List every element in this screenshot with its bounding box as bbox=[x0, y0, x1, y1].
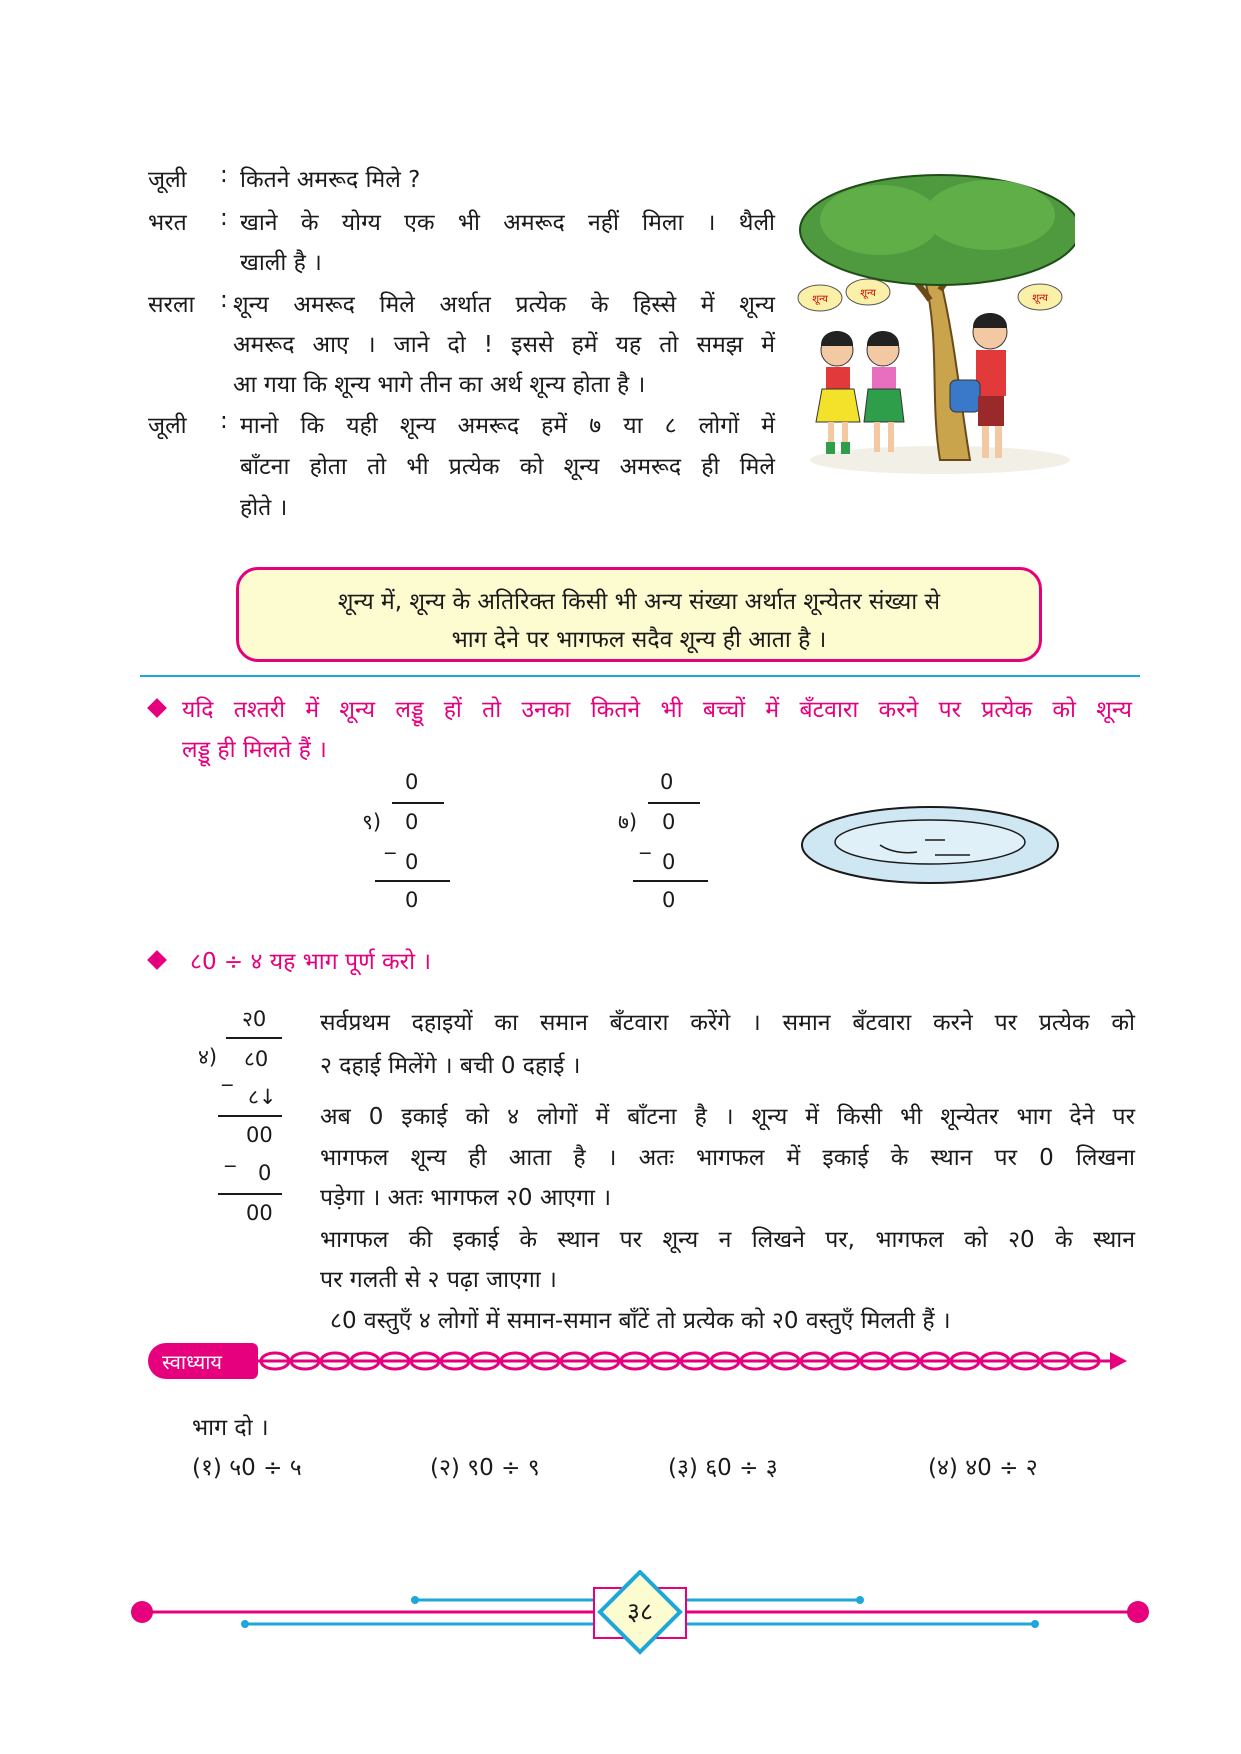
divisor: ९) bbox=[362, 810, 382, 834]
minus-sign: _ bbox=[640, 830, 651, 854]
children-under-tree-illustration bbox=[790, 160, 1075, 480]
dialogue-line: अमरूद आए । जाने दो ! इससे हमें यह तो समझ में bbox=[233, 332, 775, 358]
speaker-bharat: भरत bbox=[148, 210, 187, 236]
speaker-juli: जूली bbox=[148, 413, 187, 439]
explanation-line: अब 0 इकाई को ४ लोगों में बाँटना है । शून्य में किसी भी शून्येतर भाग देने पर bbox=[320, 1104, 1135, 1130]
division-bar bbox=[648, 802, 700, 804]
exercise-item: (२) ९0 ÷ ९ bbox=[430, 1455, 540, 1481]
colon: : bbox=[220, 162, 228, 188]
dividend: 0 bbox=[662, 810, 676, 834]
subtraction-line bbox=[218, 1115, 282, 1117]
minus-sign: _ bbox=[385, 830, 396, 854]
exercise-item: (१) ५0 ÷ ५ bbox=[192, 1455, 302, 1481]
bubble-text: शून्य bbox=[1032, 293, 1048, 304]
rule-line: शून्य में, शून्य के अतिरिक्त किसी भी अन्य संख्या अर्थात शून्येतर संख्या से bbox=[337, 589, 941, 615]
dialogue-line: कितने अमरूद मिले ? bbox=[240, 167, 421, 193]
explanation-line: भागफल शून्य ही आता है । अतः भागफल में इकाई के स्थान पर 0 लिखना bbox=[320, 1145, 1135, 1171]
bullet-diamond bbox=[147, 698, 167, 718]
minus-sign: _ bbox=[222, 1062, 233, 1086]
subtraction-line bbox=[633, 880, 708, 882]
division-bar bbox=[226, 1037, 282, 1039]
explanation-line: सर्वप्रथम दहाइयों का समान बँटवारा करेंगे । समान बँटवारा करने पर प्रत्येक को bbox=[320, 1010, 1135, 1036]
dividend: 0 bbox=[405, 810, 419, 834]
girl-figure-1 bbox=[816, 331, 860, 454]
bullet-text: यदि तश्तरी में शून्य लड्डू हों तो उनका कितने भी बच्चों में बँटवारा करने पर प्रत्येक को शून्य bbox=[182, 697, 1132, 723]
subtrahend: ८↓ bbox=[248, 1085, 277, 1109]
partial-remainder: 00 bbox=[246, 1123, 273, 1147]
practice-label-badge bbox=[148, 1343, 258, 1379]
explanation-line: २ दहाई मिलेंगे । बची 0 दहाई । bbox=[320, 1053, 581, 1079]
empty-plate-illustration bbox=[795, 800, 1065, 890]
bubble-text: शून्य bbox=[860, 288, 876, 299]
quotient: 0 bbox=[660, 770, 674, 794]
dialogue-line: मानो कि यही शून्य अमरूद हमें ७ या ८ लोगों में bbox=[240, 413, 775, 439]
explanation-line: भागफल की इकाई के स्थान पर शून्य न लिखने पर, भागफल को २0 के स्थान bbox=[320, 1227, 1135, 1253]
bullet-diamond bbox=[147, 950, 167, 970]
dialogue-line: बाँटना होता तो भी प्रत्येक को शून्य अमरूद ही मिले bbox=[240, 454, 775, 480]
divisor: ७) bbox=[618, 810, 638, 834]
subtraction-line bbox=[218, 1193, 282, 1195]
explanation-line: पर गलती से २ पढ़ा जाएगा । bbox=[320, 1267, 557, 1293]
quotient: २0 bbox=[242, 1007, 267, 1031]
bullet-text: ८0 ÷ ४ यह भाग पूर्ण करो । bbox=[190, 949, 432, 975]
section-divider bbox=[140, 675, 1140, 677]
exercise-item: (४) ४0 ÷ २ bbox=[928, 1455, 1038, 1481]
quotient: 0 bbox=[405, 770, 419, 794]
dialogue-line: आ गया कि शून्य भागे तीन का अर्थ शून्य होता है । bbox=[233, 372, 646, 398]
page-number: ३८ bbox=[626, 1597, 653, 1626]
practice-instruction: भाग दो । bbox=[192, 1415, 269, 1441]
speaker-juli: जूली bbox=[148, 167, 187, 193]
subtrahend: 0 bbox=[405, 850, 419, 874]
bubble-text: शून्य bbox=[812, 294, 828, 305]
divisor: ४) bbox=[198, 1045, 218, 1069]
subtrahend: 0 bbox=[662, 850, 676, 874]
remainder: 00 bbox=[246, 1201, 273, 1225]
dividend: ८0 bbox=[244, 1047, 269, 1071]
bullet-text: लड्डू ही मिलते हैं । bbox=[182, 737, 327, 763]
colon: : bbox=[220, 287, 228, 313]
rule-box bbox=[236, 567, 1042, 662]
colon: : bbox=[220, 205, 228, 231]
division-bar bbox=[392, 802, 444, 804]
remainder: 0 bbox=[405, 888, 419, 912]
subtraction-line bbox=[375, 880, 450, 882]
colon: : bbox=[220, 408, 228, 434]
decorative-chain bbox=[255, 1346, 1135, 1376]
explanation-line: पड़ेगा । अतः भागफल २0 आएगा । bbox=[320, 1185, 612, 1211]
speaker-sarla: सरला bbox=[148, 292, 195, 318]
practice-label: स्वाध्याय bbox=[162, 1350, 222, 1374]
dialogue-line: शून्य अमरूद मिले अर्थात प्रत्येक के हिस्से में शून्य bbox=[233, 292, 775, 318]
exercise-item: (३) ६0 ÷ ३ bbox=[668, 1455, 778, 1481]
subtrahend: 0 bbox=[258, 1161, 272, 1185]
explanation-line: ८0 वस्तुएँ ४ लोगों में समान-समान बाँटें तो प्रत्येक को २0 वस्तुएँ मिलती हैं । bbox=[330, 1308, 951, 1334]
girl-figure-2 bbox=[864, 331, 904, 452]
remainder: 0 bbox=[662, 888, 676, 912]
rule-line: भाग देने पर भागफल सदैव शून्य ही आता है । bbox=[451, 627, 827, 653]
dialogue-line: खाने के योग्य एक भी अमरूद नहीं मिला । थैली bbox=[240, 210, 775, 236]
dialogue-line: होते । bbox=[240, 495, 288, 521]
dialogue-line: खाली है । bbox=[240, 250, 322, 276]
minus-sign: _ bbox=[225, 1143, 236, 1167]
